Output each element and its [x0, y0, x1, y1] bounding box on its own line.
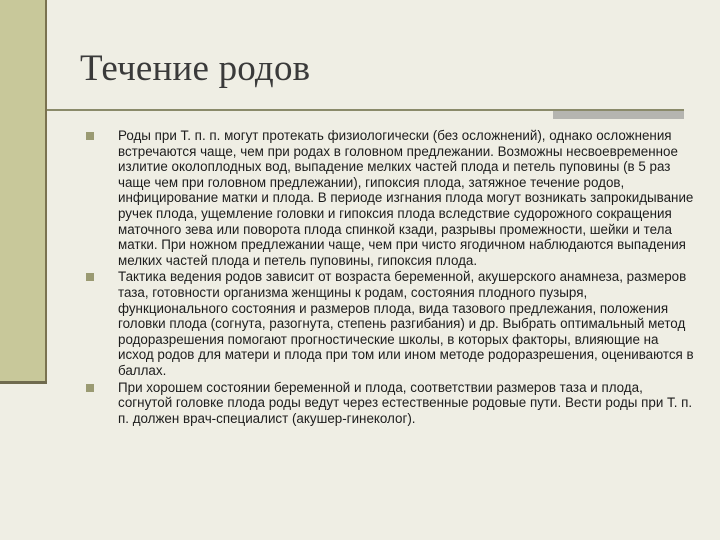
bullet-text: Роды при Т. п. п. могут протекать физиологически (без осложнений), однако осложнения встречаются чаще, чем при родах в головном предлежании. Возможны несвоевременное излитие околоплодных вод, выпадение мелких частей плода и петель пуповины (в 5 раз чаще чем при головном предлежании), гипоксия плода, затяжное течение родов, инфицирование матки и плода. В периоде изгнания плода могут возникать запрокидывание ручек плода, ущемление головки и гипоксия плода вследствие судорожного сокращения маточного зева или поворота плода спинкой кзади, разрывы промежности, шейки и тела матки. При ножном предлежании чаще, чем при чисто ягодичном наблюдаются выпадения мелких частей плода и петель пуповины, гипоксия плода. — [118, 128, 694, 268]
bullet-item-3 — [84, 380, 694, 427]
bullet-item-1 — [84, 128, 694, 268]
title-divider-accent — [553, 111, 684, 119]
bullet-list — [84, 128, 694, 427]
square-bullet-icon — [86, 384, 94, 392]
bullet-item-2 — [84, 269, 694, 378]
side-accent-bar-edge — [0, 381, 47, 384]
bullet-text: Тактика ведения родов зависит от возраста беременной, акушерского анамнеза, размеров таза, готовности организма женщины к родам, состояния плодного пузыря, функционального состояния и размеров плода, вида тазового предлежания, положения головки плода (согнута, разогнута, степень разгибания) и др. Выбрать оптимальный метод родоразрешения помогают прогностические школы, в которых факторы, влияющие на исход родов для матери и плода при том или ином методе родоразрешения, оцениваются в баллах. — [118, 269, 694, 378]
square-bullet-icon — [86, 273, 94, 281]
square-bullet-icon — [86, 132, 94, 140]
bullet-text: При хорошем состоянии беременной и плода, соответствии размеров таза и плода, согнутой головке плода роды ведут через естественные родовые пути. Вести роды при Т. п. п. должен врач-специалист (акушер-гинеколог). — [118, 379, 693, 426]
side-accent-bar — [0, 0, 47, 383]
slide-title: Течение родов — [80, 48, 311, 89]
